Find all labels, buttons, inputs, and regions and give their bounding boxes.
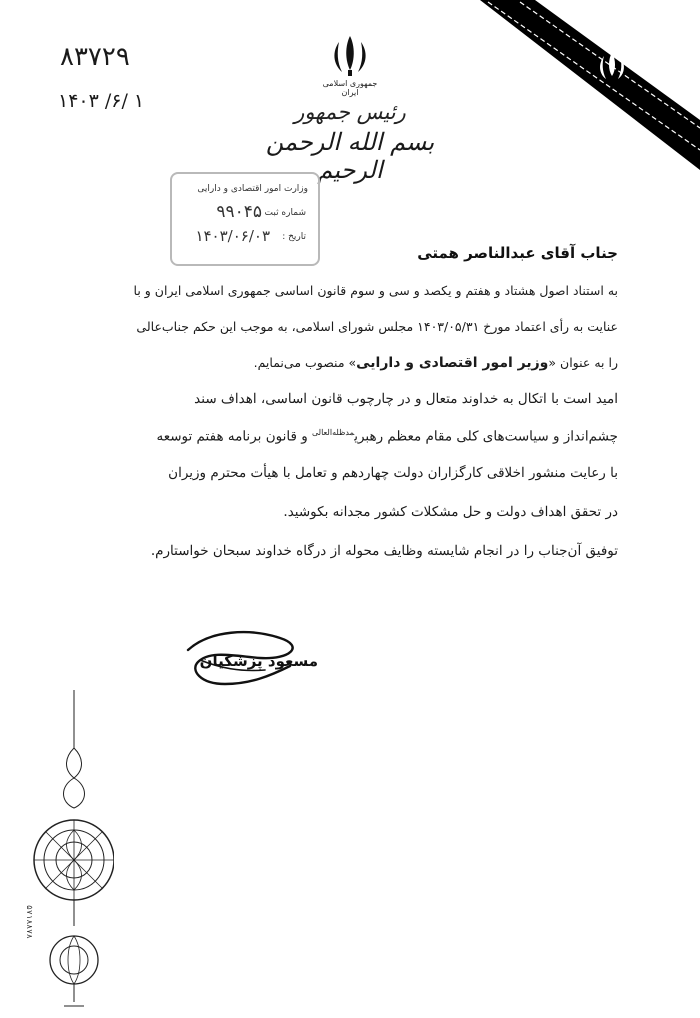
stamp-date-value: ۱۴۰۳/۰۶/۰۳ — [195, 227, 270, 245]
bismillah: بسم الله الرحمن الرحیم — [265, 128, 435, 184]
registration-stamp — [170, 172, 320, 266]
signer-name: مسعود پزشکیان — [199, 652, 318, 670]
body-line: توفیق آن‌جناب را در انجام شایسته وظایف محوله از درگاه خداوند سبحان خواستارم. — [150, 543, 618, 559]
margin-code: ۵۷۱۸۸۷۸ — [25, 905, 34, 939]
body-text: » منصوب می‌نمایم. — [253, 355, 357, 370]
margin-ornament-icon — [22, 690, 114, 1018]
emblem-icon — [330, 34, 370, 78]
body-line-appointment — [254, 355, 618, 371]
body-line: به استناد اصول هشتاد و هفتم و یکصد و سی و سوم قانون اساسی جمهوری اسلامی ایران و با — [133, 283, 618, 298]
appointed-role: وزیر امور اقتصادی و دارایی — [356, 355, 549, 371]
body-line: عنایت به رأی اعتماد مورخ ۱۴۰۳/۰۵/۳۱ مجلس شورای اسلامی، به موجب این حکم جناب‌عالی — [136, 319, 618, 334]
letter-number: ۸۳۷۲۹ — [60, 42, 130, 72]
body-text: را به عنوان « — [548, 355, 618, 370]
body-line: با رعایت منشور اخلاقی کارگزاران دولت چهاردهم و تعامل با هیأت محترم وزیران — [168, 465, 618, 481]
body-line — [156, 428, 618, 445]
salutation: جناب آقای عبدالناصر همتی — [417, 244, 618, 262]
president-title: رئیس جمهور — [294, 100, 406, 124]
stamp-registration-number: ۹۹۰۴۵ — [216, 202, 262, 222]
stamp-ministry: وزارت امور اقتصادی و دارایی — [197, 184, 308, 194]
body-text: چشم‌انداز و سیاست‌های کلی مقام معظم رهبری — [354, 428, 618, 445]
stamp-date-label: تاریخ : — [282, 232, 306, 242]
stamp-registration-label: شماره ثبت : — [258, 208, 306, 218]
body-line: در تحقق اهداف دولت و حل مشکلات کشور مجدانه بکوشید. — [283, 504, 618, 520]
honorific: مدظله‌العالی — [312, 428, 355, 437]
body-line: امید است با اتکال به خداوند متعال و در چارچوب قانون اساسی، اهداف سند — [194, 391, 618, 407]
letter-date: ۱۴۰۳ /۶/ ۱ — [58, 90, 145, 112]
republic-name: جمهوری اسلامی ایران — [322, 79, 378, 97]
body-text: و قانون برنامه هفتم توسعه — [156, 428, 313, 445]
mourning-ribbon — [480, 0, 700, 170]
